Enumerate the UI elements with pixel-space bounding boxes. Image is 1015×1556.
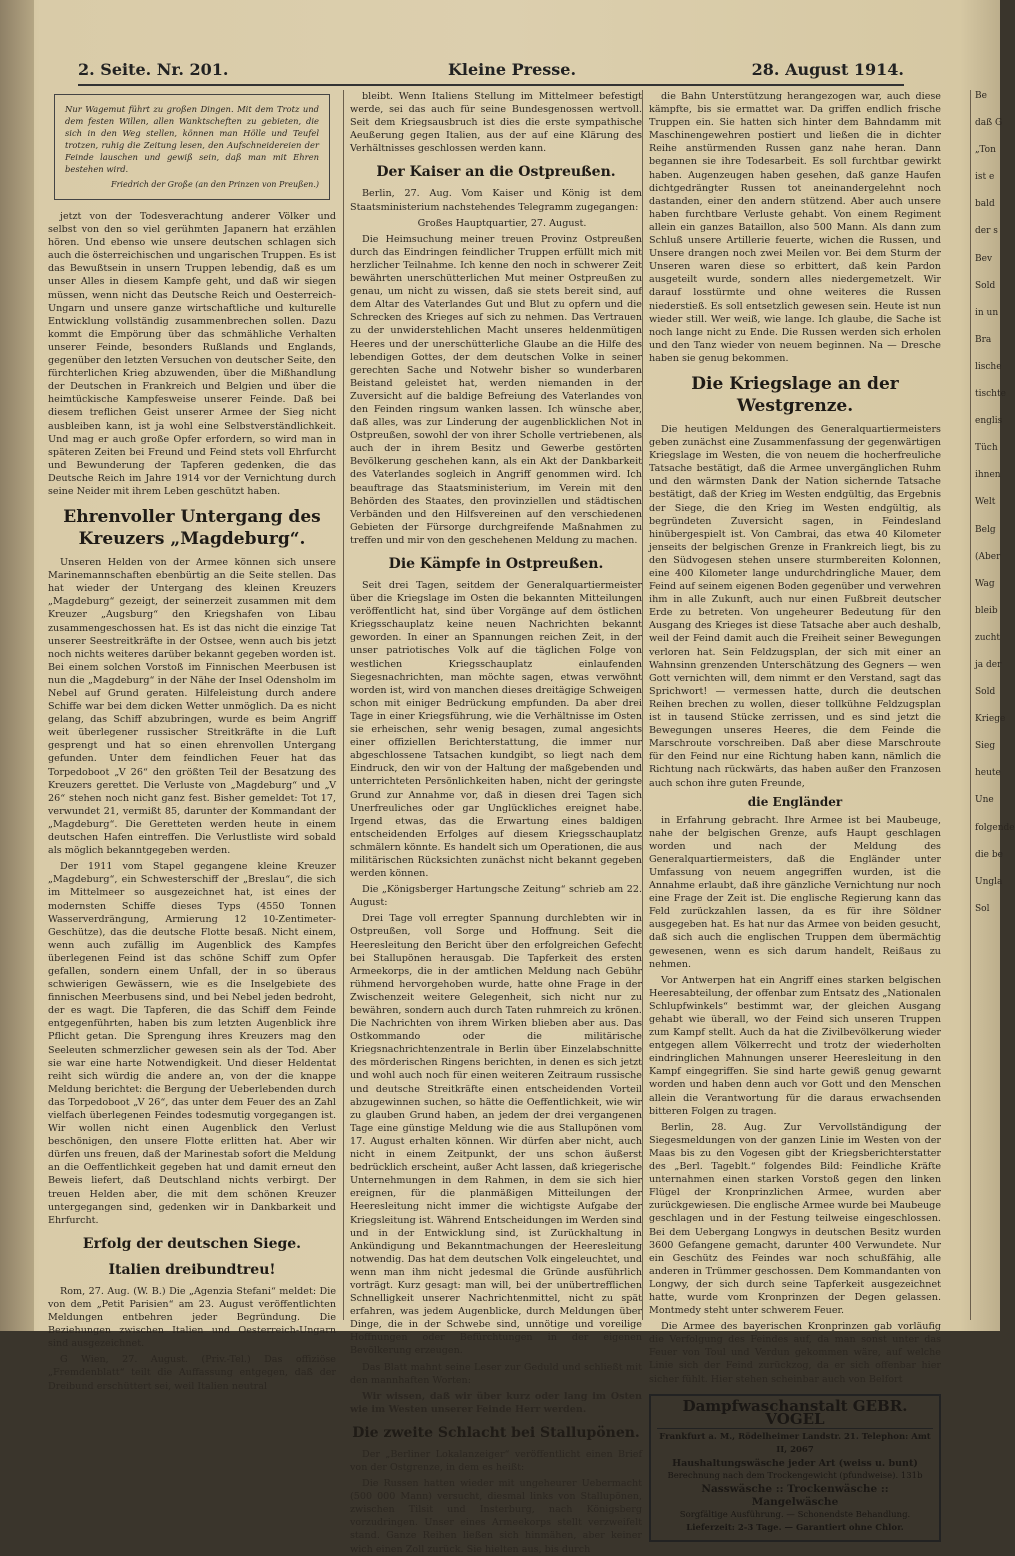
column-4-fragment bbox=[970, 90, 1015, 1320]
column-4-fragment-line: Une bbox=[975, 795, 994, 806]
subheading-englaender: die Engländer bbox=[747, 794, 843, 809]
quote-signature: Friedrich der Große (an den Prinzen von Preußen.) bbox=[111, 180, 319, 189]
column-4-fragment-line: daß G bbox=[975, 118, 1003, 129]
ad-line: Lieferzeit: 2-3 Tage. — Garantiert ohne Chlor. bbox=[686, 1523, 904, 1534]
article-paragraph: Unseren Helden von der Armee können sich unsere Marinemannschaften ebenbürtig an die Seite stellen. Das hat wieder der Untergang des kleinen Kreuzers „Magdeburg“ gezeigt, der seinerzeit zusammen mit dem Kreuzer „Augsburg“ den Kriegshafen von Libau zusammengeschossen hat. Es ist das nicht die einzige Tat unserer Seestreitkräfte in der Ostsee, wenn auch bis jetzt noch nichts weiteres darüber bekannt gegeben worden ist. Bei einem solchen Vorstoß im Finnischen Meerbusen ist nun die „Magdeburg“ in der Nähe der Insel Odensholm im Nebel auf Grund geraten. Hilfeleistung durch andere Schiffe war bei dem dicken Wetter unmöglich. Da es nicht gelang, das Schiff abzubringen, wurde es beim Angriff weit überlegener russischer Streitkräfte in die Luft gesprengt und hat so einen ehrenvollen Untergang gefunden. Unter dem feindlichen Feuer hat das Torpedoboot „V 26“ den größten Teil der Besatzung des Kreuzers gerettet. Die Verluste von „Magdeburg“ und „V 26“ stehen noch nicht ganz fest. Bisher gemeldet: Tot 17, verwundet 21, vermißt 85, darunter der Kommandant der „Magdeburg“. Die Geretteten werden heute in einem deutschen Hafen eintreffen. Die Verlustliste wird sobald als möglich bekanntgegeben werden. bbox=[48, 557, 336, 857]
quote-box bbox=[54, 94, 330, 200]
column-4-fragment-line: der s bbox=[975, 226, 998, 237]
headline-italien: Italien dreibundtreu! bbox=[108, 1261, 276, 1278]
column-4-fragment-line: Welt bbox=[975, 497, 996, 508]
ad-address: Frankfurt a. M., Rödelheimer Landstr. 21. Telephon: Amt II, 2067 bbox=[659, 1431, 931, 1455]
column-4-fragment-line: bleib bbox=[975, 605, 998, 616]
column-4-fragment-line: Sol bbox=[975, 903, 990, 914]
ad-line: Nasswäsche :: Trockenwäsche :: Mangelwäsche bbox=[701, 1483, 889, 1509]
headline-westgrenze: Die Kriegslage an der Westgrenze. bbox=[691, 373, 899, 416]
ad-line: Berechnung nach dem Trockengewicht (pfundweise). 131b bbox=[667, 1471, 923, 1482]
column-4-fragment-line: ist e bbox=[975, 172, 995, 183]
column-4-fragment-line: tischte bbox=[975, 389, 1006, 400]
column-4-fragment-line: die be bbox=[975, 849, 1003, 860]
column-4-fragment-line: Bev bbox=[975, 253, 993, 264]
column-4-fragment-line: heute bbox=[975, 768, 1001, 779]
page-edge bbox=[0, 0, 34, 1331]
article-paragraph: Die heutigen Meldungen des Generalquartiermeisters geben zunächst eine Zusammenfassung der gegenwärtigen Kriegslage im Westen, die von neuem die hocherfreuliche Tatsache bestätigt, daß die Armee unvergänglichen Ruhm und den wärmsten Dank der Nation sichernde Tatsache bestätigt, daß der Krieg im Westen endgültig, das Ergebnis der Siege, die den Krieg im Westen endgültig, als begründeten Zuversicht sagen, in Feindesland hinübergespielt ist. Von Cambrai, das etwa 40 Kilometer jenseits der belgischen Grenze in Frankreich liegt, bis zu den Südvogesen stehen unsere sturmbereiten Kolonnen, eine 400 Kilometer lange undurchdringliche Mauer, dem Feind auf seinem eigenen Boden gegenüber und verwehren ihm in alle Zukunft, auch nur einen Fußbreit deutscher Erde zu betreten. Von ungeheurer Bedeutung für den Ausgang des Krieges ist diese Tatsache aber auch deshalb, weil der Feind damit auch die Freiheit seiner Bewegungen verloren hat. Sein Feldzugsplan, der sich mit einer an Wahnsinn grenzenden Unterschätzung des Gegners — wen Gott vernichten will, dem nimmt er den Verstand, sagt das Sprichwort! — vermessen hatte, durch die deutschen Reihen brechen zu wollen, dieser tollkühne Feldzugsplan ist in tausend Stücke zerrissen, und es sind jetzt die Bewegungen unseres Heeres, die dem Feinde die Marschroute vorschreiben. Daß aber diese Marschroute für den Feind nur eine Richtung haben kann, nämlich die Richtung nach rückwärts, das haben außer den Franzosen auch schon ihre guten Freunde, bbox=[649, 423, 941, 789]
headline-magdeburg: Ehrenvoller Untergang des Kreuzers „Magdeburg“. bbox=[63, 507, 321, 550]
ad-line: Haushaltungswäsche jeder Art (weiss u. bunt) bbox=[672, 1458, 918, 1469]
column-4-fragment-line: Bra bbox=[975, 334, 992, 345]
column-4-fragment-line: Sold bbox=[975, 687, 996, 698]
article-paragraph: Die Heimsuchung meiner treuen Provinz Ostpreußen durch das Eindringen feindlicher Truppen erfüllt mich mit herzlicher Teilnahme. Ich kenne den noch in schwerer Zeit bewährten unerschütterlichen Mut meiner Ostpreußen zu genau, um nicht zu wissen, daß sie stets bereit sind, auf dem Altar des Vaterlandes Gut und Blut zu opfern und die Schrecken des Krieges auf sich zu nehmen. Das Vertrauen zu der unwiderstehlichen Macht unseres heldenmütigen Heeres und der unerschütterliche Glaube an die Hilfe des lebendigen Gottes, der dem deutschen Volke in seiner gerechten Sache und Notwehr bisher so wunderbaren Beistand geleistet hat, werden niemanden in der Zuversicht auf die baldige Befreiung des Vaterlandes von den Feinden ringsum wanken lassen. Ich wünsche aber, daß alles, was zur Linderung der augenblicklichen Not in Ostpreußen, sowohl der von ihrer Scholle vertriebenen, als auch der in ihrem Besitz und Gewerbe gestörten Bevölkerung geschehen kann, als ein Akt der Dankbarkeit des Vaterlandes sogleich in Angriff genommen wird. Ich beauftrage das Staatsministerium, im Verein mit den Behörden des Staates, den provinziellen und städtischen Verbänden und den Hilfsvereinen auf den verschiedenen Gebieten der Fürsorge durchgreifende Maßnahmen zu treffen und mir von den geschehenen Meldung zu machen. bbox=[350, 233, 642, 546]
column-4-fragment-line: Sieg bbox=[975, 741, 996, 752]
page-number: 2. Seite. Nr. 201. bbox=[78, 60, 229, 79]
column-4-fragment-line: „Ton bbox=[975, 145, 996, 156]
newspaper-title: Kleine Presse. bbox=[448, 60, 577, 79]
headline-kaiser: Der Kaiser an die Ostpreußen. bbox=[376, 164, 616, 181]
column-4-fragment-line: ihnen bbox=[975, 470, 1001, 481]
article-paragraph: Rom, 27. Aug. (W. B.) Die „Agenzia Stefani“ meldet: Die von dem „Petit Parisien“ am 23. August veröffentlichten Meldungen entbehren jeder Begründung. Die Beziehungen zwischen Italien und Oesterreich-Ungarn sind ausgezeichnet. bbox=[48, 1285, 336, 1350]
column-4-fragment-line: Kriege bbox=[975, 714, 1006, 725]
column-4-fragment-line: in un bbox=[975, 307, 999, 318]
column-4-fragment-line: folgende bbox=[975, 822, 1015, 833]
article-paragraph: G Wien, 27. August. (Priv.-Tel.) Das offiziöse „Fremdenblatt“ teilt die Auffassung entgegen, daß der Dreibund erschüttert sei, weil Italien neutral bbox=[48, 1354, 336, 1392]
issue-date: 28. August 1914. bbox=[751, 60, 904, 79]
article-paragraph: Seit drei Tagen, seitdem der Generalquartiermeister über die Kriegslage im Osten die bekannten Mitteilungen veröffentlicht hat, sind über Vorgänge auf dem östlichen Kriegsschauplatz keine neuen Nachrichten bekannt geworden. In einer an Spannungen reichen Zeit, in der unser patriotisches Volk auf die täglichen Folge von westlichen Kriegsschauplatz einlaufenden Siegesnachrichten, man möchte sagen, etwas verwöhnt worden ist, wird von manchen dieses dreitägige Schweigen schon mit einiger Bedrückung empfunden. Da aber drei Tage in einer Kriegsführung, wie die Verhältnisse im Osten sie erheischen, sehr wenig besagen, zumal angesichts einer offiziellen Berichterstattung, die immer nur abgeschlossene Tatsachen kundgibt, so liegt nach dem Eindruck, den wir von der Haltung der maßgebenden und unterrichteten Persönlichkeiten haben, nicht der geringste Grund zur Annahme vor, daß in diesen drei Tagen sich Unerfreuliches oder gar Unglückliches ereignet habe. Irgend etwas, das die Erwartung eines baldigen entscheidenden Erfolges auf diesem Kriegsschauplatz schmälern könnte. Es handelt sich um Operationen, die aus militärischen Rücksichten zunächst nicht bekannt gegeben werden können. bbox=[350, 580, 642, 880]
column-4-fragment-line: Ungla bbox=[975, 876, 1003, 887]
article-paragraph: Berlin, 27. Aug. Vom Kaiser und König ist dem Staatsministerium nachstehendes Telegramm zugegangen: bbox=[350, 188, 642, 213]
column-4-fragment-line: Belg bbox=[975, 524, 996, 535]
quote-text: Nur Wagemut führt zu großen Dingen. Mit dem Trotz und dem festen Willen, allen Wanktscheften zu gebieten, die sich in den Weg stellen, können man Hölle und Teufel trotzen, ruhig die Zeitung lesen, den Aufschneidereien der Feinde lauschen und gewiß sein, daß man mit Ehren bestehen wird. bbox=[65, 104, 319, 174]
column-4-fragment-line: Be bbox=[975, 91, 987, 101]
column-4-fragment-line: bald bbox=[975, 199, 995, 210]
article-paragraph: Die „Königsberger Hartungsche Zeitung“ schrieb am 22. August: bbox=[350, 884, 642, 909]
column-4-fragment-line: zucht bbox=[975, 632, 1000, 643]
article-paragraph: bleibt. Wenn Italiens Stellung im Mittelmeer befestigt werde, sei das auch für seine Bundesgenossen wertvoll. Seit dem Kriegsausbruch ist dies die erste sympathische Aeußerung gegen Italien, aus der auf eine Klärung des Verhältnisses geschlossen werden kann. bbox=[350, 91, 642, 155]
article-paragraph: Das Blatt mahnt seine Leser zur Geduld und schließt mit den mannhaften Worten: bbox=[350, 1361, 642, 1386]
column-1 bbox=[48, 90, 336, 1392]
article-quote: Wir wissen, daß wir über kurz oder lang im Osten wie im Westen unserer Feinde Herr werden. bbox=[350, 1390, 642, 1415]
column-3 bbox=[642, 90, 942, 1534]
article-paragraph: Vor Antwerpen hat ein Angriff eines starken belgischen Heeresabteilung, der offenbar zum Entsatz des „Nationalen Schlupfwinkels“ bestimmt war, der gleichen Ausgang gehabt wie überall, wo der Feind sich unseren Truppen zum Kampf stellt. Auch da hat die Zivilbevölkerung wieder entgegen allem Völkerrecht und trotz der wiederholten eindringlichen Mahnungen unserer Heeresleitung in den Kampf eingegriffen. Sie sind harte gewiß genug gewarnt worden und haben denn auch vor Gott und den Menschen allein die Verantwortung für die daraus erwachsenden bitteren Folgen zu tragen. bbox=[649, 974, 941, 1117]
column-4-fragment-line: Wag bbox=[975, 578, 995, 589]
headline-erfolg: Erfolg der deutschen Siege. bbox=[82, 1235, 302, 1252]
ad-line: Sorgfältige Ausführung. — Schonendste Behandlung. bbox=[679, 1510, 911, 1521]
headline-stallupoenen: Die zweite Schlacht bei Stallupönen. bbox=[352, 1424, 640, 1441]
advertisement bbox=[649, 1394, 941, 1542]
article-paragraph: Berlin, 28. Aug. Zur Vervollständigung der Siegesmeldungen von der ganzen Linie im Westen von der Maas bis zu den Vogesen gibt der Kriegsberichterstatter des „Berl. Tageblt.“ folgendes Bild: Feindliche Kräfte unternahmen einen starken Vorstoß gegen den linken Flügel der Kronprinzlichen Armee, wurden aber zurückgewiesen. Die englische Armee wurde bei Maubeuge geschlagen und in der Festung teilweise eingeschlossen. Bei dem Uebergang Longwys in deutschen Besitz wurden 3600 Gefangene gemacht, darunter 400 Verwundete. Nur ein Geschütz des Feindes war noch schußfähig, alle anderen in Trümmer geschossen. Dem Kommandanten von Longwy, der sich durch seine Tapferkeit ausgezeichnet hatte, wurde vom Kronprinzen der Degen gelassen. Montmedy steht unter schwerem Feuer. bbox=[649, 1121, 942, 1317]
column-4-fragment-line: lische bbox=[975, 361, 1002, 372]
article-paragraph: in Erfahrung gebracht. Ihre Armee ist bei Maubeuge, nahe der belgischen Grenze, aufs Haupt geschlagen worden und nach der Meldung des Generalquartiermeisters, daß die Engländer unter Umfassung von neuem angegriffen wurden, ist die Annahme erlaubt, daß ihre gänzliche Vernichtung nur noch eine Frage der Zeit ist. Die englische Regierung kann das Feld zurückzahlen lassen, da es für ihre Söldner ausgegeben hat. Es hat nur das Armee von beiden gesucht, daß sich auch die englischen Truppen dem übermächtig gewesenen, wenn es sich darum handelt, Reißaus zu nehmen. bbox=[649, 814, 941, 970]
article-paragraph: Der 1911 vom Stapel gegangene kleine Kreuzer „Magdeburg“, ein Schwesterschiff der „Breslau“, die sich im Mittelmeer so ausgezeichnet hat, ist eines der modernsten Schiffe dieses Typs (4550 Tonnen Wasserverdrängung, Armierung 12 10-Zentimeter-Geschütze), das die deutsche Flotte besaß. Nicht einem, wenn auch zufällig im Augenblick des Kampfes überlegenen Feind ist das schöne Schiff zum Opfer gefallen, sondern einem Unfall, der in so überaus schwierigen Gewässern, wie es die Inselgebiete des finnischen Meerbusens sind, und bei Nebel jeden bedroht, der es wagt. Die Tapferen, die das Schiff dem Feinde entgegenführten, haben bis zum letzten Augenblick ihre Pflicht getan. Die Sprengung ihres Kreuzers mag den Seeleuten schmerzlicher gewesen sein als der Tod. Aber sie war eine harte Notwendigkeit. Und dieser Heldentat reiht sich würdig die andere an, von der die knappe Meldung berichtet: die Bergung der Ueberlebenden durch das Torpedoboot „V 26“, das unter dem Feuer des an Zahl vielfach überlegenen Feindes todesmutig vorgegangen ist. Wir wollen nicht einen Augenblick den Verlust beschönigen, den unsere Flotte erlitten hat. Aber wir dürfen uns freuen, daß der Marinestab sofort die Meldung an die Oeffentlichkeit gegeben hat und damit erneut den Beweis liefert, daß Deutschland nichts verbirgt. Der treuen Helden aber, die mit dem schönen Kreuzer untergegangen sind, gedenken wir in Dankbarkeit und Ehrfurcht. bbox=[48, 861, 336, 1226]
article-paragraph: Der „Berliner Lokalanzeiger“ veröffentlicht einen Brief von der Ostgrenze, in dem es heißt: bbox=[350, 1448, 642, 1473]
column-4-fragment-line: (Aber bbox=[975, 551, 1001, 562]
column-4-fragment-line: ja der bbox=[975, 659, 1002, 670]
column-4-fragment-line: Tüch bbox=[975, 443, 998, 454]
article-paragraph: die Bahn Unterstützung herangezogen war, auch diese kämpfte, bis sie ermattet war. Da griffen endlich frische Truppen ein. Sie hatten sich hinter dem Bahndamm mit Maschinengewehren postiert und ließen die in dichter Reihe anstürmenden Russen ganz nahe heran. Dann begannen sie ihre Todesarbeit. Es soll furchtbar gewirkt haben. Augenzeugen haben gesehen, daß ganze Haufen dichtgedrängter Russen tot aneinandergelehnt noch dastanden, einer den andern stützend. Aber auch unsere haben furchtbare Verluste gehabt. Von einem Regiment allein ein ganzes Bataillon, also 500 Mann. Als dann zum Schluß unsere Artillerie feuerte, wichen die Russen, und Unsere drangen noch zwei Meilen vor. Bei dem Sturm der Unseren waren diese so erbittert, daß kein Pardon ausgeteilt wurde, sondern alles niedergemetzelt. Wir darauf losstürmte und ohne weiteres die Russen niederstieß. Es soll entsetzlich gewesen sein. Heute ist nun wieder still. Wer weiß, wie lange. Ich glaube, die Sache ist noch lange nicht zu Ende. Die Russen werden sich erholen und den Tanz wieder von neuem beginnen. Na — Dresche haben sie genug bekommen. bbox=[649, 91, 941, 364]
dateline: Großes Hauptquartier, 27. August. bbox=[417, 217, 587, 229]
column-4-fragment-line: Sold bbox=[975, 280, 996, 291]
ad-name: Dampfwaschanstalt GEBR. VOGEL bbox=[657, 1400, 933, 1429]
headline-kaempfe: Die Kämpfe in Ostpreußen. bbox=[388, 556, 604, 572]
column-2 bbox=[343, 90, 642, 1555]
masthead bbox=[78, 60, 904, 86]
article-paragraph: Die Russen hatten wieder mit ungeheurer Uebermacht (500 000 Mann) versucht, diesmal links von Stallupönen, zwischen Tilsit und Insterburg, nach Königsberg vorzudringen. Unser eines Armeekorps stellt verzweifelt stand. Ganze Reihen ließen sich hinmähen, aber keiner wich einen Zoll zurück. Sie hielten aus, bis durch bbox=[350, 1478, 642, 1555]
article-paragraph: Die Armee des bayerischen Kronprinzen gab vorläufig die Verfolgung des Feindes auf, da man sonst unter das Feuer von Toul und Verdun gekommen wäre, auf welche Linie sich der Feind zurückzog, da er sich offenbar hier sicher fühlt. Hier stehen scheinbar auch von Belfort bbox=[649, 1321, 941, 1385]
column-4-fragment-line: englis bbox=[975, 416, 1003, 427]
article-paragraph: jetzt von der Todesverachtung anderer Völker und selbst von den so viel gerühmten Japanern hat erzählen hören. Und ebenso wie unsere deutschen schlagen sich auch die österreichischen und ungarischen Truppen. Es ist das Bewußtsein in unsern Truppen lebendig, daß es um unser Alles in diesem Kampfe geht, und daß wir siegen müssen, wenn nicht das Deutsche Reich und Oesterreich-Ungarn und unsere ganze wirtschaftliche und kulturelle Entwicklung vollständig zusammenbrechen sollen. Dazu kommt die Empörung über das schmähliche Verhalten unserer Feinde, besonders Rußlands und Englands, gegenüber den letzten Versuchen von deutscher Seite, den fürchterlichen Krieg abzuwenden, über die Mißhandlung der Deutschen in Frankreich und Belgien und über die heimtückische Kampfesweise unserer Feinde. Daß bei diesem treflichen Geist unserer Armee der Sieg nicht ausbleiben kann, ist ja wohl eine Selbstverständlichkeit. Und mag er auch große Opfer erfordern, so wird man in späteren Zeiten bei Freund und Feind stets voll Ehrfurcht und Bewunderung der Tapferen gedenken, die das Deutsche Reich im Jahre 1914 vor der Vernichtung durch seine Neider mit ihrem Leben geschützt haben. bbox=[48, 211, 336, 497]
article-paragraph: Drei Tage voll erregter Spannung durchlebten wir in Ostpreußen, voll Sorge und Hoffnung. Seit die Heeresleitung den Bericht über den erfolgreichen Gefecht bei Stallupönen herausgab. Die Tapferkeit des ersten Armeekorps, die in der amtlichen Meldung nach Gebühr rühmend hervorgehoben wurde, hatte ohne Frage in der Zwischenzeit weitere Gelegenheit, sich nicht nur zu bewähren, sondern auch durch Taten ruhmreich zu krönen. Die Nachrichten von ihrem Wirken blieben aber aus. Das Ostkommando oder die militärische Kriegsnachrichtenzentrale in Berlin über Einzelabschnitte des mörderischen Ringens berichten, in denen es sich jetzt und wohl auch noch für einen weiteren Zeitraum russische und deutsche Streitkräfte einen entscheidenden Vorteil abzugewinnen suchen, so hätte die Oeffentlichkeit, wie wir zu glauben Grund haben, an jedem der drei vergangenen Tage eine günstige Meldung wie die aus Stallupönen vom 17. August erhalten können. Wir dürfen aber nicht, auch nicht in einem Zeitpunkt, der uns schon äußerst bedrücklich erscheint, außer Acht lassen, daß kriegerische Unternehmungen in dem Rahmen, in dem sie sich hier ereignen, für die planmäßigen Mitteilungen der Heeresleitung nicht immer die wichtigste Aufgabe der Kriegsleitung ist. Während Entscheidungen im Werden sind und in der Entwicklung sind, ist Zurückhaltung in Ankündigung und Bekanntmachungen der Heeresleitung notwendig. Das hat dem deutschen Volk eingeleuchtet, und wenn man ihm nicht jedesmal die Gründe ausführlich vorträgt. Kurz gesagt: man will, bei der unübertrefflichen Schnelligkeit unserer Nachrichtenmittel, nicht zu spät erfahren, was jedem Augenblicke, durch Meldungen über Dinge, die in der Schwebe sind, unnötige und voreilige Hoffnungen oder Befürchtungen in der eigenen Bevölkerung erzeugen. bbox=[350, 913, 642, 1357]
